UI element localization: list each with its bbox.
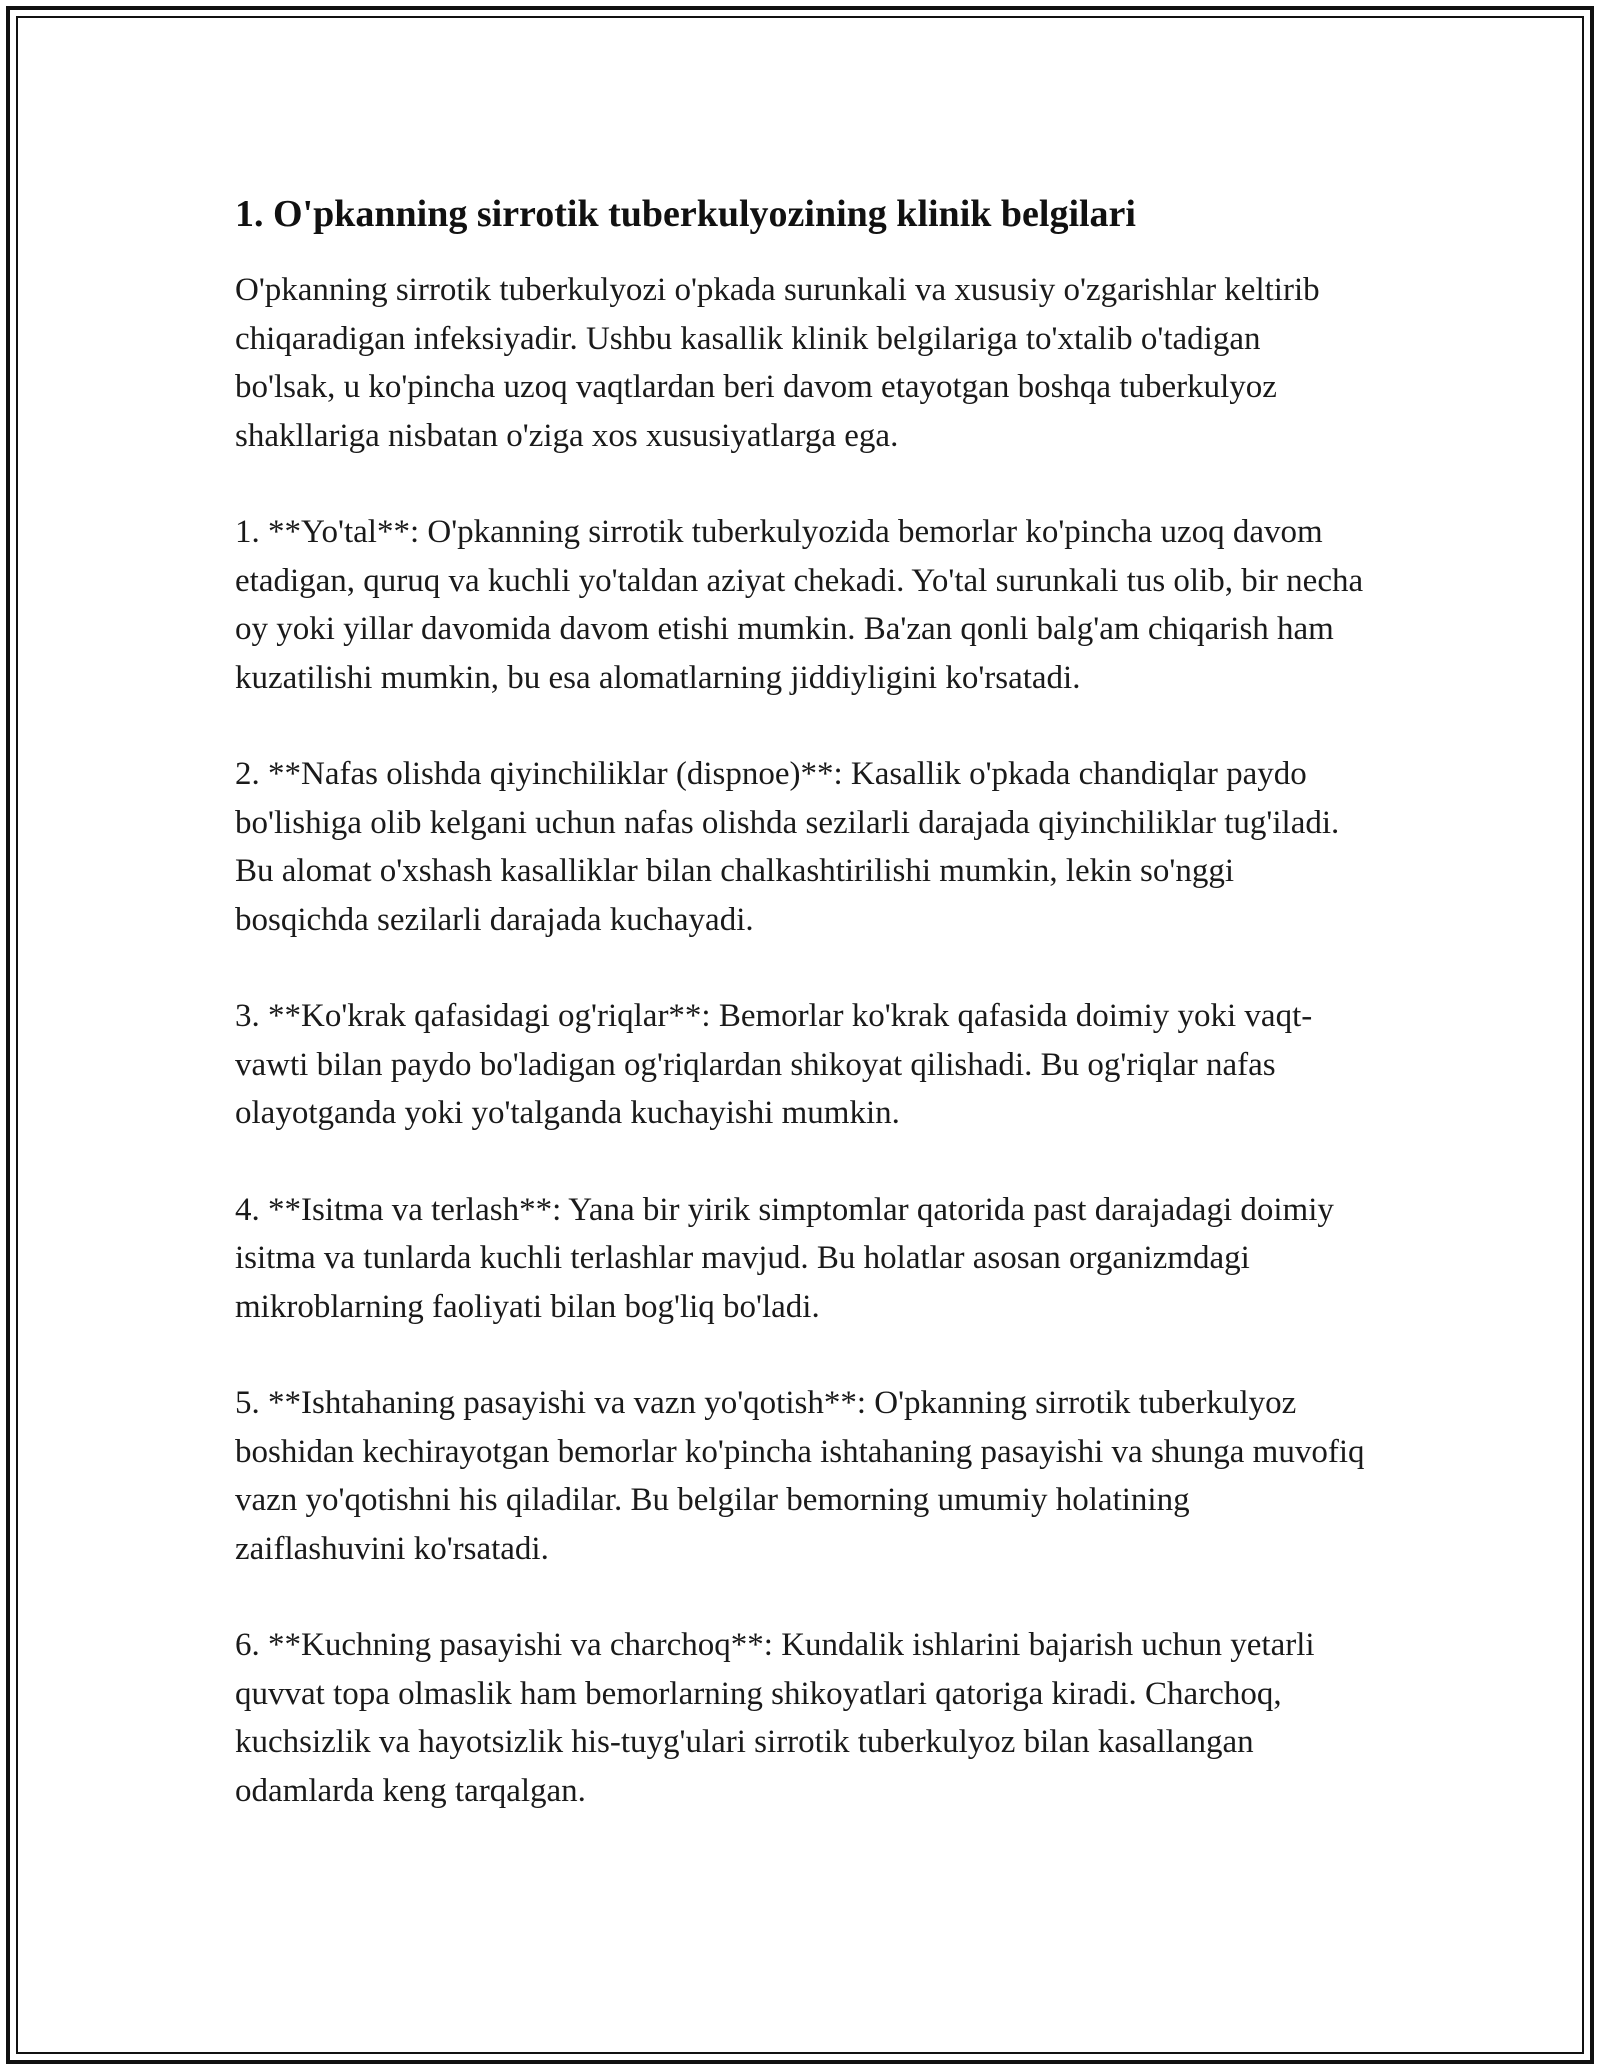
list-item-fever-sweating: 4. **Isitma va terlash**: Yana bir yirik simptomlar qatorida past darajadagi doimiy isitma va tunlarda kuchli terlashlar mavjud. Bu holatlar asosan organizmdagi mikroblarning faoliyati bilan bog'liq bo'ladi. bbox=[235, 1191, 1334, 1325]
document-body bbox=[235, 190, 1365, 1863]
list-item-chest-pain: 3. **Ko'krak qafasidagi og'riqlar**: Bemorlar ko'krak qafasida doimiy yoki vaqt-vawti bilan paydo bo'ladigan og'riqlardan shikoyat qilishadi. Bu og'riqlar nafas olayotganda yoki yo'talganda kuchayishi mumkin. bbox=[235, 998, 1313, 1131]
list-item-cough: 1. **Yo'tal**: O'pkanning sirrotik tuberkulyozida bemorlar ko'pincha uzoq davom etadigan, quruq va kuchli yo'taldan aziyat chekadi. Yo'tal surunkali tus olib, bir necha oy yoki yillar davomida davom etishi mumkin. Ba'zan qonli balg'am chiqarish ham kuzatilishi mumkin, bu esa alomatlarning jiddiyligini ko'rsatadi. bbox=[235, 514, 1364, 696]
intro-paragraph: O'pkanning sirrotik tuberkulyozi o'pkada surunkali va xususiy o'zgarishlar keltirib chiqaradigan infeksiyadir. Ushbu kasallik klinik belgilariga to'xtalib o'tadigan bo'lsak, u ko'pincha uzoq vaqtlardan beri davom etayotgan boshqa tuberkulyoz shakllariga nisbatan o'ziga xos xususiyatlarga ega. bbox=[235, 272, 1320, 454]
document-title: 1. O'pkanning sirrotik tuberkulyozining klinik belgilari bbox=[235, 193, 1136, 235]
list-item-appetite-weight-loss: 5. **Ishtahaning pasayishi va vazn yo'qotish**: O'pkanning sirrotik tuberkulyoz boshidan kechirayotgan bemorlar ko'pincha ishtahaning pasayishi va shunga muvofiq vazn yo'qotishni his qiladilar. Bu belgilar bemorning umumiy holatining zaiflashuvini ko'rsatadi. bbox=[235, 1385, 1365, 1567]
list-item-dyspnea: 2. **Nafas olishda qiyinchiliklar (dispnoe)**: Kasallik o'pkada chandiqlar paydo bo'lishiga olib kelgani uchun nafas olishda sezilarli darajada qiyinchiliklar tug'iladi. Bu alomat o'xshash kasalliklar bilan chalkashtirilishi mumkin, lekin so'nggi bosqichda sezilarli darajada kuchayadi. bbox=[235, 756, 1340, 938]
list-item-fatigue: 6. **Kuchning pasayishi va charchoq**: Kundalik ishlarini bajarish uchun yetarli quvvat topa olmaslik ham bemorlarning shikoyatlari qatoriga kiradi. Charchoq, kuchsizlik va hayotsizlik his-tuyg'ulari sirrotik tuberkulyoz bilan kasallangan odamlarda keng tarqalgan. bbox=[235, 1627, 1315, 1809]
